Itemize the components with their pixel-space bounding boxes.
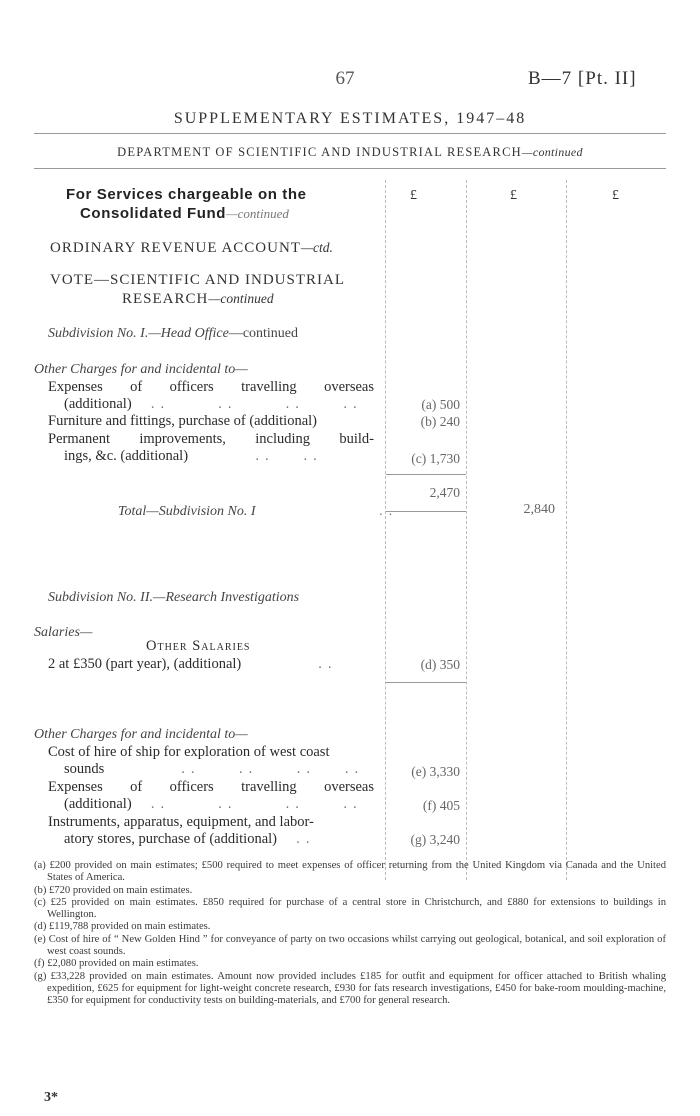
page-number: 67 bbox=[335, 68, 355, 89]
subdivision-1-other-charges: Other Charges for and incidental to— bbox=[34, 362, 248, 377]
sub2-item-3-amount: (g) 3,240 bbox=[410, 832, 460, 847]
subdivision-2-other-charges: Other Charges for and incidental to— bbox=[34, 727, 248, 742]
vote-heading-line2: RESEARCH—continued bbox=[122, 291, 274, 307]
sub1-total: 2,840 bbox=[523, 502, 555, 517]
column-currency-1: £ bbox=[410, 188, 417, 203]
sub2-item-2-amount: (f) 405 bbox=[422, 798, 460, 813]
salary-rule bbox=[386, 682, 466, 683]
sub1-item-1-line1: Expenses of officers travelling overseas bbox=[48, 379, 374, 395]
sub1-item-2-line1: Furniture and fittings, purchase of (additional) bbox=[48, 413, 317, 429]
sub2-item-2-line2: (additional) .. .. .. .. bbox=[64, 796, 363, 812]
sub1-item-3-amount: (c) 1,730 bbox=[411, 451, 460, 466]
services-heading-line1: For Services chargeable on the bbox=[66, 186, 307, 203]
footnote-e: (e) Cost of hire of “ New Golden Hind ” for conveyance of party on two occasions whilst carrying out geological, botanical, and soil exploration of west coast sounds. bbox=[34, 933, 666, 958]
subdivision-1-title: Subdivision No. I.—Head Office—continued bbox=[48, 326, 299, 341]
sub2-item-1-line2: sounds .. .. .. .. bbox=[64, 761, 365, 777]
other-salaries-heading: Other Salaries bbox=[146, 638, 251, 654]
department-heading: DEPARTMENT OF SCIENTIFIC AND INDUSTRIAL RESEARCH—continued bbox=[117, 145, 583, 159]
header-rule-top bbox=[34, 133, 666, 134]
sub1-item-3-line1: Permanent improvements, including build- bbox=[48, 431, 374, 447]
sub1-subtotal: 2,470 bbox=[429, 485, 460, 500]
sub2-item-3-line1: Instruments, apparatus, equipment, and labor- bbox=[48, 814, 314, 830]
sub2-item-3-line2: atory stores, purchase of (additional) .. bbox=[64, 831, 316, 847]
vote-heading-line1: VOTE—SCIENTIFIC AND INDUSTRIAL bbox=[50, 272, 345, 288]
column-divider-2 bbox=[466, 180, 467, 880]
sub1-item-1-amount: (a) 500 bbox=[421, 397, 460, 412]
salary-item: 2 at £350 (part year), (additional) .. bbox=[48, 656, 338, 672]
sub1-item-1-line2: (additional) .. .. .. .. bbox=[64, 396, 363, 412]
sub2-item-2-line1: Expenses of officers travelling overseas bbox=[48, 779, 374, 795]
services-heading-line2: Consolidated Fund—continued bbox=[80, 205, 289, 222]
column-divider-3 bbox=[566, 180, 567, 880]
signature-mark: 3* bbox=[44, 1090, 58, 1105]
page-title: SUPPLEMENTARY ESTIMATES, 1947–48 bbox=[173, 110, 527, 127]
footnote-g: (g) £33,228 provided on main estimates. Amount now provided includes £185 for outfit and equipment for officer attached to British whaling expedition, £625 for equipment for light-weight concrete research, £930 for fats research investigations, £450 for bake-room moulding-machine, £350 for equipment for conductivity tests on building-materials, and £700 for general research. bbox=[34, 970, 666, 1007]
salary-amount: (d) 350 bbox=[420, 657, 460, 672]
sub1-total-label: Total—Subdivision No. I .. bbox=[118, 504, 399, 519]
column-currency-2: £ bbox=[510, 188, 517, 203]
account-heading: ORDINARY REVENUE ACCOUNT—ctd. bbox=[50, 240, 333, 256]
footnotes bbox=[34, 860, 666, 1008]
sub1-item-2-amount: (b) 240 bbox=[420, 414, 460, 429]
column-currency-3: £ bbox=[612, 188, 619, 203]
footnote-a: (a) £200 provided on main estimates; £500 required to meet expenses of officer returning from the United Kingdom via Canada and the United States of America. bbox=[34, 860, 666, 884]
total-rule bbox=[386, 511, 466, 512]
footnote-b: (b) £720 provided on main estimates. bbox=[34, 884, 193, 896]
subtotal-rule bbox=[386, 474, 466, 475]
sub2-item-1-line1: Cost of hire of ship for exploration of west coast bbox=[48, 744, 330, 760]
footnote-c: (c) £25 provided on main estimates. £850 required for purchase of a central store in Christchurch, and £880 for extensions to buildings in Wellington. bbox=[34, 896, 666, 921]
salaries-heading: Salaries— bbox=[34, 625, 93, 640]
document-reference: B—7 [Pt. II] bbox=[528, 68, 637, 89]
sub2-item-1-amount: (e) 3,330 bbox=[411, 764, 460, 779]
sub1-item-3-line2: ings, &c. (additional) .. .. bbox=[64, 448, 323, 464]
subdivision-2-title: Subdivision No. II.—Research Investigations bbox=[48, 590, 300, 605]
footnote-d: (d) £119,788 provided on main estimates. bbox=[34, 921, 211, 933]
footnote-f: (f) £2,080 provided on main estimates. bbox=[34, 958, 199, 970]
column-divider-1 bbox=[385, 180, 386, 880]
header-rule-bottom bbox=[34, 168, 666, 169]
